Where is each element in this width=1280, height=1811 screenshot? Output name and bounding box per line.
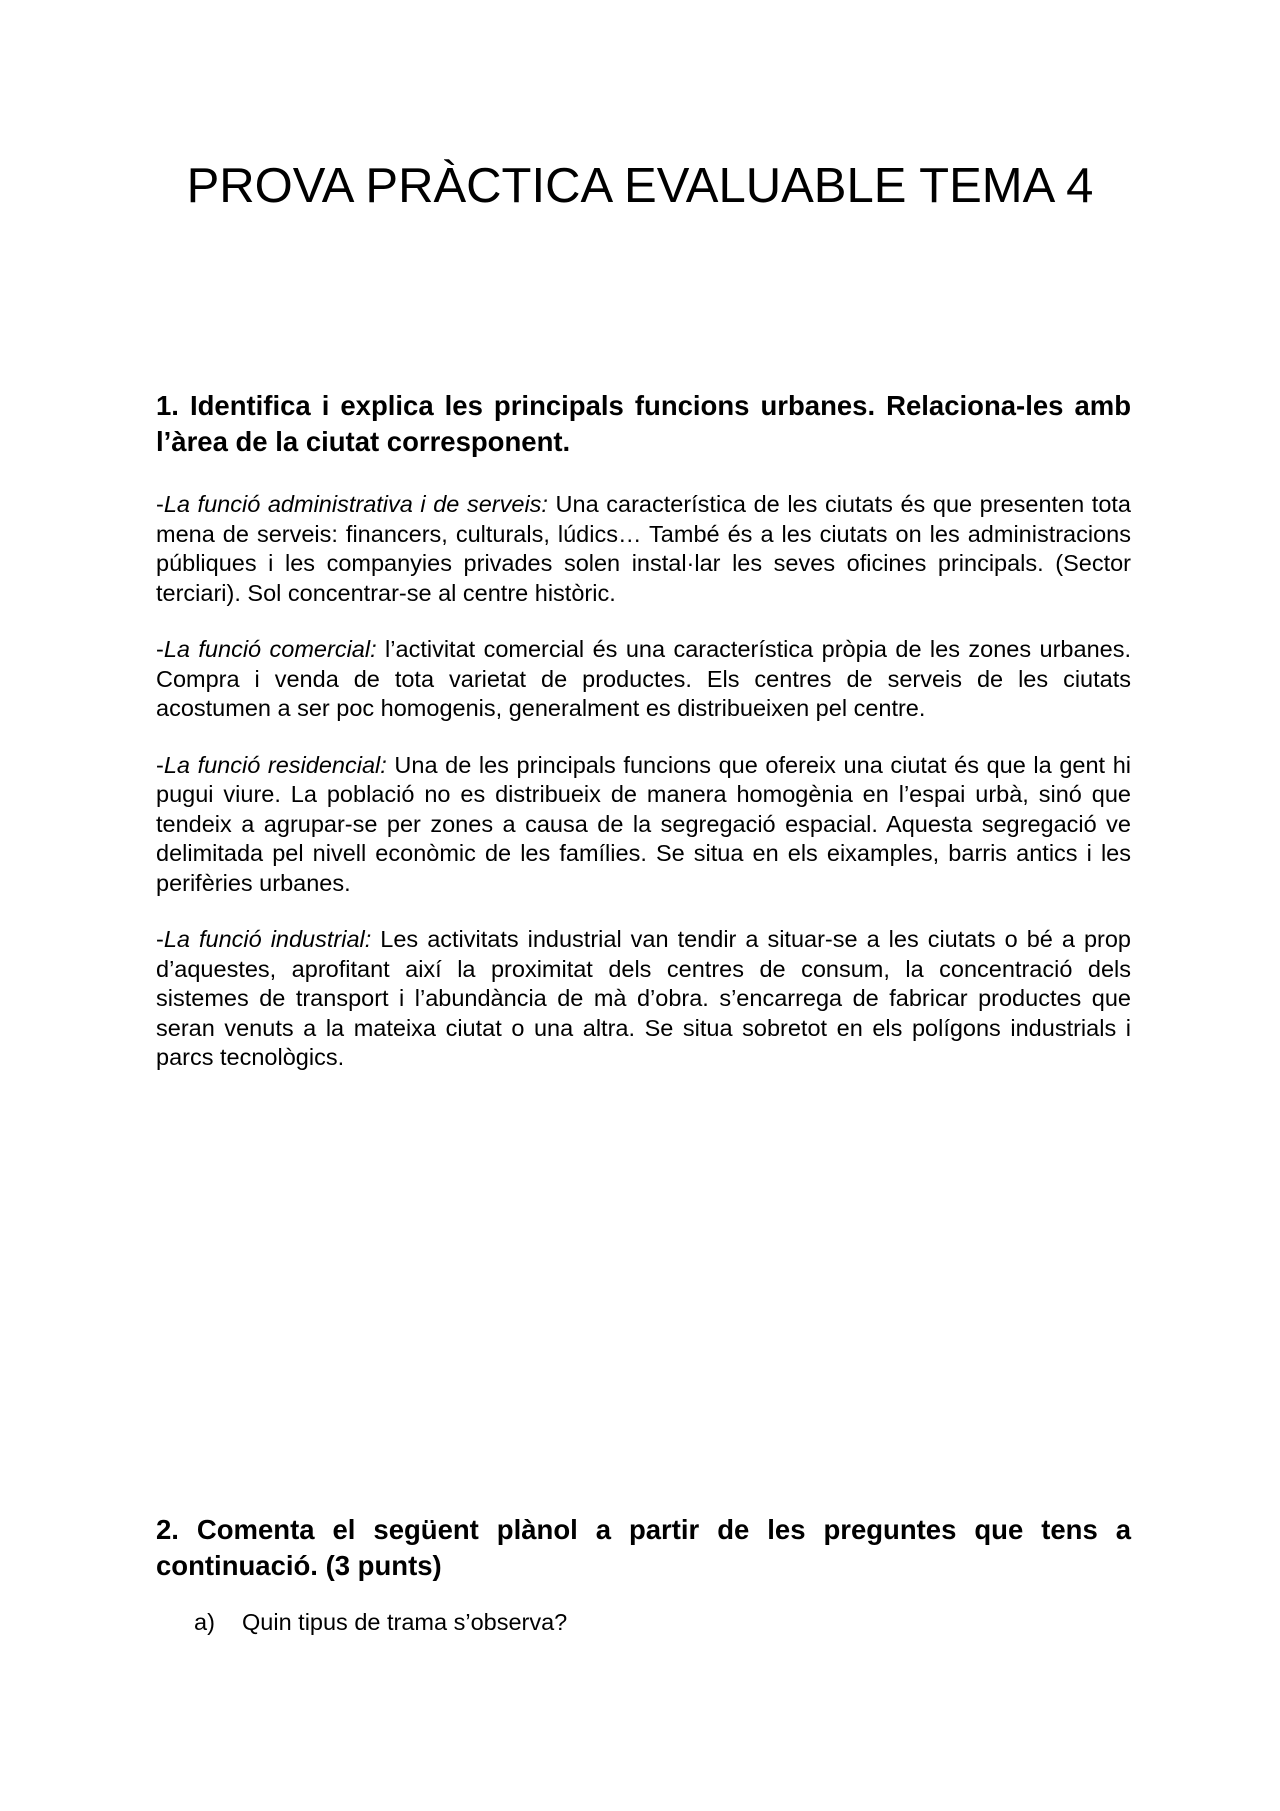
answer-paragraph-industrial [156, 925, 1131, 1073]
question-1-section [156, 388, 1131, 1073]
paragraph-lead: La funció administrativa i de serveis: [163, 491, 548, 517]
paragraph-lead: La funció comercial: [163, 636, 377, 662]
paragraph-dash: - [156, 926, 164, 952]
question-2-heading: 2. Comenta el següent plànol a partir de les preguntes que tens a continuació. (3 punts) [156, 1514, 1131, 1581]
paragraph-text: Una característica de les ciutats és que presenten tota mena de serveis: financers, culturals, lúdics… També és a les ciutats on les administracions públiques i les companyies privades solen instal·lar les seves oficines principals. (Sector terciari). Sol concentrar-se al centre històric. [156, 491, 1131, 606]
paragraph-dash: - [156, 491, 164, 517]
paragraph-dash: - [156, 636, 164, 662]
paragraph-lead: La funció industrial: [163, 926, 372, 952]
sub-question-text: Quin tipus de trama s’observa? [242, 1609, 568, 1635]
sub-question-a [156, 1608, 1131, 1638]
sub-question-marker: a) [194, 1609, 215, 1635]
answer-paragraph-administrative [156, 490, 1131, 608]
question-1-heading: 1. Identifica i explica les principals funcions urbanes. Relaciona-les amb l’àrea de la ciutat corresponent. [156, 390, 1131, 457]
question-2-section [156, 1512, 1131, 1638]
paragraph-text: Una de les principals funcions que ofereix una ciutat és que la gent hi pugui viure. La població no es distribueix de manera homogènia en l’espai urbà, sinó que tendeix a agrupar-se per zones a causa de la segregació espacial. Aquesta segregació ve delimitada pel nivell econòmic de les famílies. Se situa en els eixamples, barris antics i les perifèries urbanes. [156, 751, 1131, 896]
paragraph-text: l’activitat comercial és una característica pròpia de les zones urbanes. Compra i venda de tota varietat de productes. Els centres de serveis de les ciutats acostumen a ser poc homogenis, generalment es distribueixen pel centre. [156, 636, 1131, 721]
paragraph-lead: La funció residencial: [163, 751, 387, 778]
answer-paragraph-residential [156, 751, 1131, 899]
paragraph-text: Les activitats industrial van tendir a situar-se a les ciutats o bé a prop d’aquestes, aprofitant així la proximitat dels centres de consum, la concentració dels sistemes de transport i l’abundància de mà d’obra. s’encarrega de fabricar productes que seran venuts a la mateixa ciutat o una altra. Se situa sobretot en els polígons industrials i parcs tecnològics. [156, 926, 1131, 1070]
paragraph-dash: - [156, 751, 164, 778]
page-title: PROVA PRÀCTICA EVALUABLE TEMA 4 [186, 159, 1094, 213]
sub-question-list [156, 1608, 1131, 1638]
answer-paragraph-commercial [156, 635, 1131, 724]
